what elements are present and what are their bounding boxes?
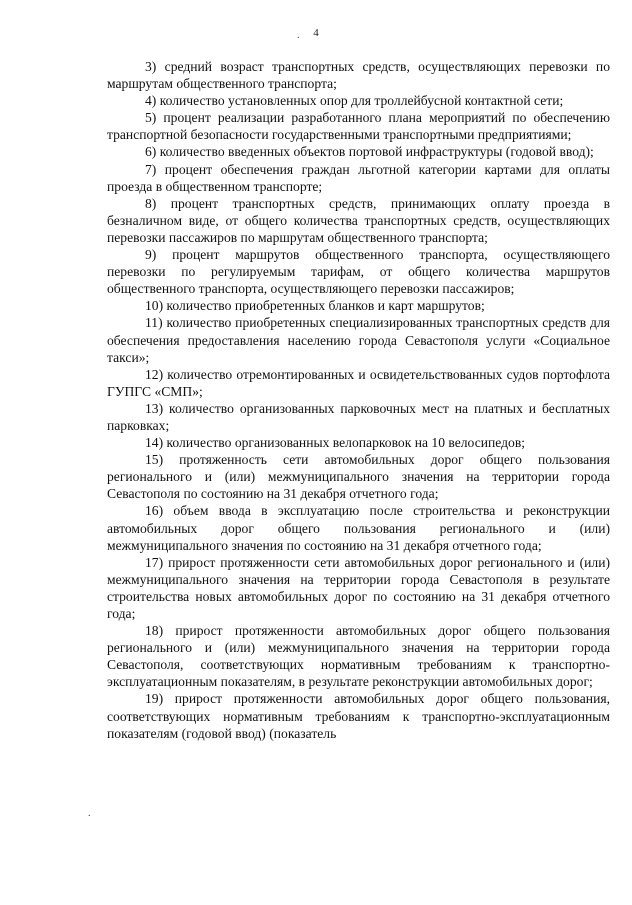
list-item: 15) протяженность сети автомобильных дорог общего пользования регионального и (или) межмуниципального значения на территории города Севастополя по состоянию на 31 декабря отчетного года; — [107, 452, 610, 502]
page-number: 4 — [313, 27, 319, 39]
list-item: 19) прирост протяженности автомобильных дорог общего пользования, соответствующих нормативным требованиям к транспортно-эксплуатационным показателям (годовой ввод) (показатель — [107, 691, 610, 741]
list-item: 12) количество отремонтированных и освидетельствованных судов портофлота ГУПГС «СМП»; — [107, 366, 610, 399]
list-item: 14) количество организованных велопарковок на 10 велосипедов; — [145, 435, 526, 451]
list-item: 3) средний возраст транспортных средств, осуществляющих перевозки по маршрутам общественного транспорта; — [107, 59, 610, 92]
list-item: 8) процент транспортных средств, принимающих оплату проезда в безналичном виде, от общего количества транспортных средств, осуществляющих перевозки пассажиров по маршрутам общественного транспорта; — [107, 195, 610, 245]
scan-speck: . — [297, 30, 300, 41]
list-item: 10) количество приобретенных бланков и карт маршрутов; — [145, 298, 485, 314]
document-body — [107, 58, 610, 742]
scan-speck: . — [88, 808, 91, 819]
list-item: 9) процент маршрутов общественного транспорта, осуществляющего перевозки по регулируемым тарифам, от общего количества маршрутов общественного транспорта, осуществляющего перевозки пассажиров; — [107, 247, 610, 297]
list-item: 18) прирост протяженности автомобильных дорог общего пользования регионального и (или) межмуниципального значения на территории города Севастополя, соответствующих нормативным требованиям к транспортно-эксплуатационным показателям, в результате реконструкции автомобильных дорог; — [107, 623, 610, 690]
list-item: 11) количество приобретенных специализированных транспортных средств для обеспечения предоставления населению города Севастополя услуги «Социальное такси»; — [107, 315, 610, 365]
list-item: 5) процент реализации разработанного плана мероприятий по обеспечению транспортной безопасности государственными транспортными предприятиями; — [107, 110, 610, 143]
list-item: 6) количество введенных объектов портовой инфраструктуры (годовой ввод); — [145, 144, 594, 160]
list-item: 13) количество организованных парковочных мест на платных и бесплатных парковках; — [107, 400, 610, 433]
list-item: 4) количество установленных опор для троллейбусной контактной сети; — [145, 93, 564, 109]
list-item: 7) процент обеспечения граждан льготной категории картами для оплаты проезда в общественном транспорте; — [107, 161, 610, 194]
list-item: 17) прирост протяженности сети автомобильных дорог регионального и (или) межмуниципального значения на территории города Севастополя в результате строительства новых автомобильных дорог по состоянию на 31 декабря отчетного года; — [107, 554, 610, 621]
list-item: 16) объем ввода в эксплуатацию после строительства и реконструкции автомобильных дорог общего пользования регионального и (или) межмуниципального значения по состоянию на 31 декабря отчетного года; — [107, 503, 610, 553]
